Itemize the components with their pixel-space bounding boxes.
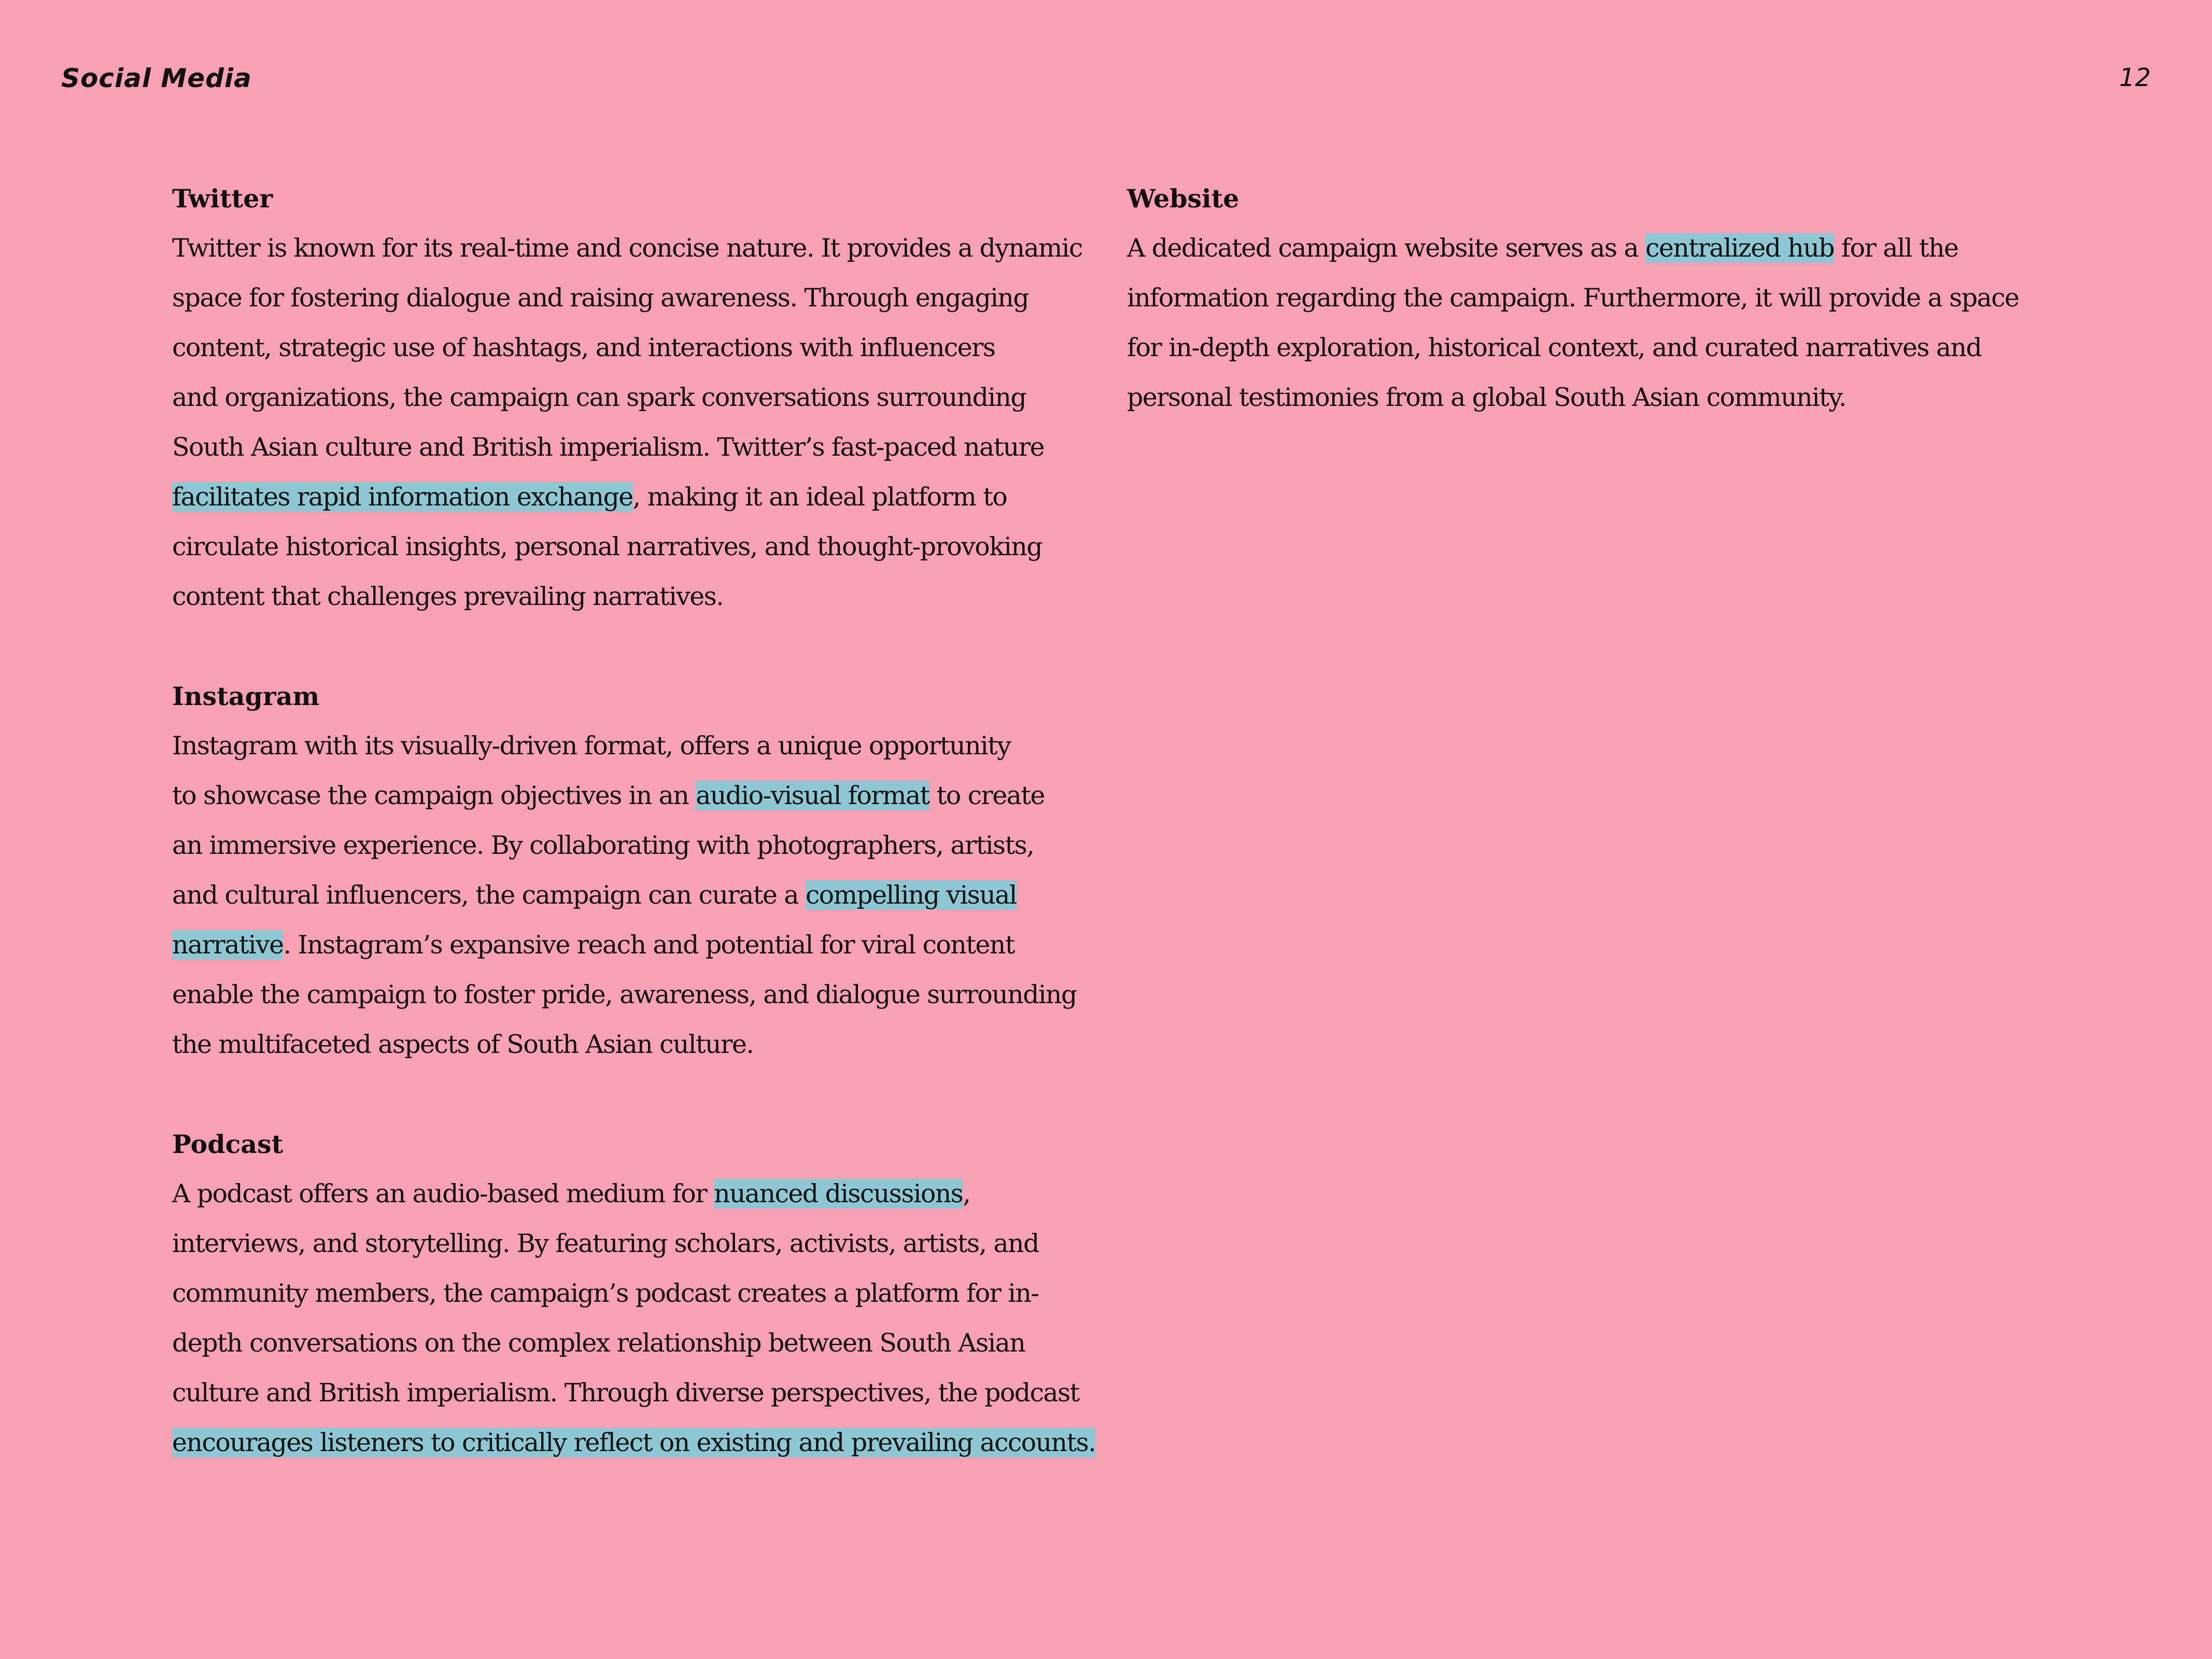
text-run: culture and British imperialism. Through diverse perspectives, the podcast	[172, 1378, 1079, 1408]
highlighted-phrase: narrative	[172, 930, 284, 960]
text-run: South Asian culture and British imperialism. Twitter’s fast-paced nature	[172, 432, 1044, 462]
highlighted-phrase: centralized hub	[1645, 233, 1834, 263]
section-website	[1127, 174, 2055, 423]
text-line	[172, 472, 1100, 522]
section-title-instagram: Instagram	[172, 681, 320, 711]
text-run: interviews, and storytelling. By featuring scholars, activists, artists, and	[172, 1229, 1039, 1258]
text-run: for in-depth exploration, historical context, and curated narratives and	[1127, 333, 1982, 362]
text-line	[172, 223, 1100, 273]
text-line	[172, 721, 1100, 771]
text-line	[172, 1219, 1100, 1269]
text-run: to showcase the campaign objectives in an	[172, 781, 696, 810]
text-line	[172, 323, 1100, 373]
text-line	[1127, 323, 2055, 373]
text-run: space for fostering dialogue and raising awareness. Through engaging	[172, 283, 1029, 313]
section-body-website	[1127, 223, 2055, 423]
text-run: and organizations, the campaign can spark conversations surrounding	[172, 383, 1026, 412]
section-body-twitter	[172, 223, 1100, 622]
text-line	[172, 1418, 1100, 1468]
text-run: A dedicated campaign website serves as a	[1127, 233, 1646, 263]
text-line	[172, 771, 1100, 821]
text-line	[172, 1169, 1100, 1219]
text-line	[172, 522, 1100, 572]
text-line	[172, 870, 1100, 920]
section-twitter	[172, 174, 1100, 622]
text-line	[1127, 223, 2055, 273]
right-column	[1127, 174, 2055, 472]
highlighted-phrase: encourages listeners to critically reflect on existing and prevailing accounts.	[172, 1428, 1096, 1457]
text-run: A podcast offers an audio-based medium for	[172, 1179, 714, 1208]
text-line	[172, 920, 1100, 970]
text-run: information regarding the campaign. Furthermore, it will provide a space	[1127, 283, 2019, 313]
text-line	[1127, 273, 2055, 323]
text-run: an immersive experience. By collaborating with photographers, artists,	[172, 831, 1034, 860]
text-line	[172, 423, 1100, 472]
section-title-twitter: Twitter	[172, 184, 273, 214]
page-title: Social Media	[61, 63, 252, 93]
text-line	[172, 1020, 1100, 1070]
section-instagram	[172, 671, 1100, 1070]
text-line	[172, 1269, 1100, 1318]
text-run: , making it an ideal platform to	[632, 482, 1007, 512]
text-run: content, strategic use of hashtags, and interactions with influencers	[172, 333, 995, 362]
section-podcast	[172, 1119, 1100, 1468]
text-run: enable the campaign to foster pride, awareness, and dialogue surrounding	[172, 980, 1077, 1009]
text-run: circulate historical insights, personal narratives, and thought-provoking	[172, 532, 1042, 561]
text-run: community members, the campaign’s podcast creates a platform for in-	[172, 1278, 1039, 1308]
text-line	[172, 970, 1100, 1020]
highlighted-phrase: audio-visual format	[696, 781, 929, 810]
section-title-podcast: Podcast	[172, 1129, 284, 1159]
text-run: Instagram with its visually-driven format, offers a unique opportunity	[172, 731, 1011, 761]
text-run: and cultural influencers, the campaign can curate a	[172, 880, 806, 910]
text-run: depth conversations on the complex relationship between South Asian	[172, 1328, 1025, 1358]
text-line	[172, 273, 1100, 323]
text-line	[172, 373, 1100, 423]
section-body-instagram	[172, 721, 1100, 1070]
highlighted-phrase: facilitates rapid information exchange	[172, 482, 633, 512]
highlighted-phrase: compelling visual	[805, 880, 1017, 910]
text-line	[172, 821, 1100, 870]
page-number: 12	[2119, 63, 2151, 92]
text-run: to create	[929, 781, 1045, 810]
text-run: . Instagram’s expansive reach and potential for viral content	[283, 930, 1015, 960]
left-column	[172, 174, 1100, 1517]
text-run: personal testimonies from a global South Asian community.	[1127, 383, 1846, 412]
text-run: content that challenges prevailing narratives.	[172, 582, 724, 611]
text-line	[172, 1318, 1100, 1368]
text-run: ,	[963, 1179, 970, 1208]
text-run: for all the	[1834, 233, 1959, 263]
text-line	[172, 1368, 1100, 1418]
text-run: the multifaceted aspects of South Asian culture.	[172, 1030, 754, 1059]
text-line	[1127, 373, 2055, 423]
highlighted-phrase: nuanced discussions	[714, 1179, 963, 1208]
text-line	[172, 572, 1100, 622]
text-run: Twitter is known for its real-time and concise nature. It provides a dynamic	[172, 233, 1082, 263]
section-title-website: Website	[1127, 184, 1239, 214]
section-body-podcast	[172, 1169, 1100, 1468]
